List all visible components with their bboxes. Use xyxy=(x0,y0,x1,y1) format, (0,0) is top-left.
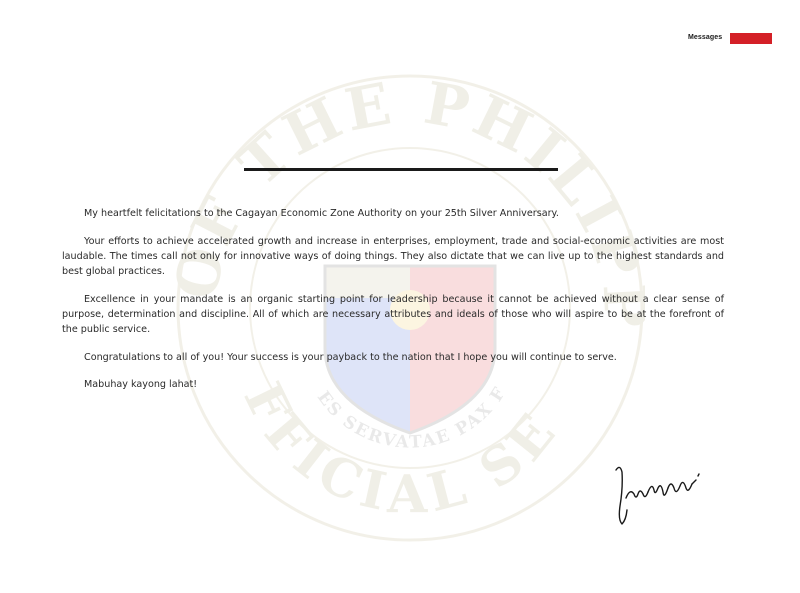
letter-paragraph: Excellence in your mandate is an organic starting point for leadership because it cannot be achieved without a clear sense of purpose, determination and discipline. All of which are necessary attributes and ideals of those who will aspire to be at the forefront of the public service. xyxy=(62,293,724,335)
signature-icon xyxy=(608,458,708,538)
letter-body xyxy=(62,206,724,405)
svg-text:OFFICIAL SEAL: FFICIAL SE xyxy=(231,373,571,526)
letter-paragraph: My heartfelt felicitations to the Cagayan Economic Zone Authority on your 25th Silver Anniversary. xyxy=(84,208,559,219)
letter-paragraph: Your efforts to achieve accelerated growth and increase in enterprises, employment, trade and social-economic activities are most laudable. The times call not only for innovative ways of doing things. They also dictate that we can live up to the highest standards and best global practices. xyxy=(62,235,724,277)
section-label: Messages xyxy=(688,34,723,41)
title-rule xyxy=(244,168,558,171)
section-accent-bar xyxy=(730,33,772,44)
svg-text:LEGES SERVATAE PAX FIAT: ES SERVATAE PAX F xyxy=(312,382,511,453)
letter-paragraph: Congratulations to all of you! Your success is your payback to the nation that I hope you will continue to serve. xyxy=(84,351,617,363)
letter-paragraph: Mabuhay kayong lahat! xyxy=(84,379,198,391)
svg-text:SEAL OF THE PHILIPPINES: F THE PHILI xyxy=(178,68,637,256)
